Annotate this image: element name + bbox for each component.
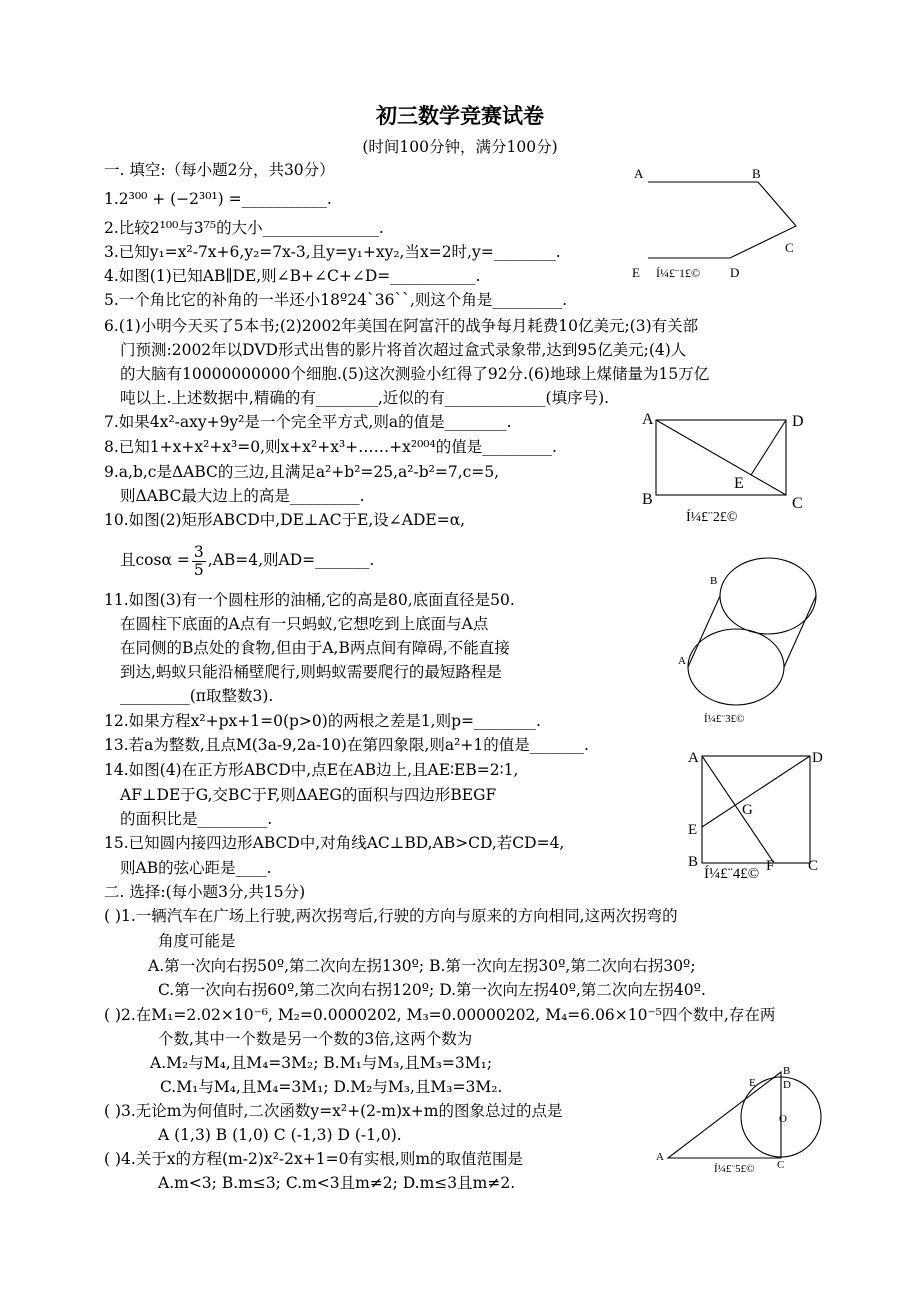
question-5: 5.一个角比它的补角的一半还小18º24ˋ36ˋˋ,则这个角是_________. xyxy=(104,291,568,309)
question-12: 12.如果方程x²+px+1=0(p>0)的两根之差是1,则p=________. xyxy=(104,712,541,730)
fig3-label-a: A xyxy=(678,655,686,667)
fig4-label-a: A xyxy=(688,750,699,766)
fig1-label-b: B xyxy=(752,166,761,181)
choice-4-lead: ( )4.关于x的方程(m-2)x²-2x+1=0有实根,则m的取值范围是 xyxy=(104,1150,524,1168)
question-11-line3: 在同侧的B点处的食物,但由于A,B两点间有障碍,不能直接 xyxy=(120,639,510,657)
question-6-line3: 的大脑有10000000000个细胞.(5)这次测验小红得了92分.(6)地球上煤储量为15万亿 xyxy=(120,365,710,383)
fig2-diagonal xyxy=(656,420,786,495)
fig3-top-ellipse xyxy=(720,558,816,634)
fig3-label-b: B xyxy=(710,575,718,587)
choice-2-options-ab: A.M₂与M₄,且M₄=3M₂; B.M₁与M₃,且M₃=3M₁; xyxy=(150,1054,493,1072)
question-2: 2.比较2¹⁰⁰与3⁷⁵的大小_______________. xyxy=(104,219,384,237)
fig2-label-a: A xyxy=(642,411,654,428)
fig2-label-d: D xyxy=(792,413,804,430)
choice-4-options: A.m<3; B.m≤3; C.m<3且m≠2; D.m≤3且m≠2. xyxy=(158,1174,516,1192)
question-11-line5: _________(π取整数3). xyxy=(120,687,274,705)
fig5-triangle xyxy=(668,1072,781,1158)
fig5-label-o: O xyxy=(779,1113,787,1125)
fig4-label-f: F xyxy=(766,858,775,874)
choice-3-options: A (1,3) B (1,0) C (-1,3) D (-1,0). xyxy=(158,1126,402,1144)
fig1-polyline xyxy=(648,182,796,258)
page-subtitle: (时间100分钟，满分100分) xyxy=(362,138,558,156)
fig5-label-c: C xyxy=(777,1159,785,1171)
fig4-label-g: G xyxy=(742,802,753,818)
fig5-label-d: D xyxy=(783,1079,791,1091)
section2-heading: 二. 选择:(每小题3分,共15分) xyxy=(104,883,306,901)
fig5-label-a: A xyxy=(656,1151,664,1163)
fig4-label-e: E xyxy=(688,822,698,838)
fig3-side-right xyxy=(784,596,816,667)
question-10-line2 xyxy=(120,540,374,580)
question-11-line2: 在圆柱下底面的A点有一只蚂蚁,它想吃到上底面与A点 xyxy=(120,615,489,633)
fig1-caption: Í¼£¨1£© xyxy=(656,266,701,280)
q10-numerator: 3 xyxy=(193,542,204,561)
question-9-line1: 9.a,b,c是ΔABC的三边,且满足a²+b²=25,a²-b²=7,c=5, xyxy=(104,463,500,481)
question-9-line2: 则ΔABC最大边上的高是_________. xyxy=(120,487,365,505)
figure-5 xyxy=(654,1060,824,1180)
fig1-label-d: D xyxy=(730,265,740,280)
q10-fraction xyxy=(192,544,206,579)
fig5-caption: Í¼£¨5£© xyxy=(714,1163,755,1175)
fig4-caption: Í¼£¨4£© xyxy=(704,866,760,882)
fig2-label-e: E xyxy=(734,475,744,492)
fig1-label-c: C xyxy=(785,240,794,255)
choice-1-lead: ( )1.一辆汽车在广场上行驶,两次拐弯后,行驶的方向与原来的方向相同,这两次拐弯的 xyxy=(104,907,678,925)
question-14-line1: 14.如图(4)在正方形ABCD中,点E在AB边上,且AE∶EB=2∶1, xyxy=(104,761,519,779)
figure-4 xyxy=(682,742,832,882)
question-13: 13.若a为整数,且点M(3a-9,2a-10)在第四象限,则a²+1的值是_______. xyxy=(104,736,589,754)
question-4: 4.如图(1)已知AB∥DE,则∠B+∠C+∠D=___________. xyxy=(104,267,481,285)
question-1: 1.2³⁰⁰ + (−2³⁰¹) =___________. xyxy=(104,190,332,208)
question-10-line1: 10.如图(2)矩形ABCD中,DE⊥AC于E,设∠ADE=α, xyxy=(104,511,466,529)
fig1-label-a: A xyxy=(634,166,644,181)
choice-3-lead: ( )3.无论m为何值时,二次函数y=x²+(2-m)x+m的图象总过的点是 xyxy=(104,1102,563,1120)
choice-1-options-ab: A.第一次向右拐50º,第二次向左拐130º; B.第一次向左拐30º,第二次向右拐30º; xyxy=(148,957,696,975)
fig5-label-e: E xyxy=(749,1077,756,1089)
fig2-label-b: B xyxy=(642,491,653,508)
question-6-line1: 6.(1)小明今天买了5本书;(2)2002年美国在阿富汗的战争每月耗费10亿美元;(3)有关部 xyxy=(104,317,699,335)
question-7: 7.如果4x²-axy+9y²是一个完全平方式,则a的值是________. xyxy=(104,413,512,431)
figure-2 xyxy=(636,404,826,524)
q10-denominator: 5 xyxy=(193,560,204,579)
figure-1 xyxy=(620,160,820,285)
fig4-label-c: C xyxy=(808,858,819,874)
question-15-line1: 15.已知圆内接四边形ABCD中,对角线AC⊥BD,AB>CD,若CD=4, xyxy=(104,834,565,852)
choice-2-cont: 个数,其中一个数是另一个数的3倍,这两个数为 xyxy=(158,1030,473,1048)
question-8: 8.已知1+x+x²+x³=0,则x+x²+x³+……+x²⁰⁰⁴的值是_________. xyxy=(104,438,557,456)
choice-2-options-cd: C.M₁与M₄,且M₄=3M₁; D.M₂与M₃,且M₃=3M₂. xyxy=(160,1078,503,1096)
fig2-de xyxy=(751,420,786,475)
choice-1-cont: 角度可能是 xyxy=(158,932,236,950)
question-11-line1: 11.如图(3)有一个圆柱形的油桶,它的高是80,底面直径是50. xyxy=(104,591,515,609)
question-14-line3: 的面积比是_________. xyxy=(120,810,273,828)
fig4-de xyxy=(702,756,810,827)
question-6-line4: 吨以上.上述数据中,精确的有________,近似的有_____________(填序号). xyxy=(120,389,610,407)
fig3-side-left xyxy=(688,596,720,667)
choice-1-options-cd: C.第一次向右拐60º,第二次向右拐120º; D.第一次向左拐40º,第二次向左拐40º. xyxy=(158,981,706,999)
figure-3 xyxy=(674,552,834,730)
question-14-line2: AF⊥DE于G,交BC于F,则ΔAEG的面积与四边形BEGF xyxy=(120,786,497,804)
fig2-caption: Í¼£¨2£© xyxy=(686,510,738,525)
fig4-label-d: D xyxy=(812,750,823,766)
fig4-label-b: B xyxy=(688,854,699,870)
fig1-label-e: E xyxy=(632,265,640,280)
fig3-bottom-ellipse xyxy=(688,629,784,705)
fig3-caption: Í¼£¨3£© xyxy=(704,713,745,725)
section1-heading: 一. 填空:（每小题2分，共30分） xyxy=(104,161,335,179)
choice-2-lead: ( )2.在M₁=2.02×10⁻⁶, M₂=0.0000202, M₃=0.00000202, M₄=6.06×10⁻⁵四个数中,存在两 xyxy=(104,1006,776,1024)
question-3: 3.已知y₁=x²-7x+6,y₂=7x-3,且y=y₁+xy₂,当x=2时,y=________. xyxy=(104,243,561,261)
fig5-label-b: B xyxy=(783,1065,791,1077)
question-15-line2: 则AB的弦心距是____. xyxy=(120,859,272,877)
fig2-label-c: C xyxy=(792,495,803,512)
question-11-line4: 到达,蚂蚁只能沿桶壁爬行,则蚂蚁需要爬行的最短路程是 xyxy=(120,663,502,681)
page-title: 初三数学竞赛试卷 xyxy=(376,103,544,128)
q10-suffix: ,AB=4,则AD=_______. xyxy=(207,551,375,569)
fig4-af xyxy=(702,756,774,863)
fig4-square xyxy=(702,756,810,863)
question-6-line2: 门预测:2002年以DVD形式出售的影片将首次超过盒式录象带,达到95亿美元;(4)人 xyxy=(120,341,687,359)
q10-prefix: 且cosα = xyxy=(120,551,190,569)
